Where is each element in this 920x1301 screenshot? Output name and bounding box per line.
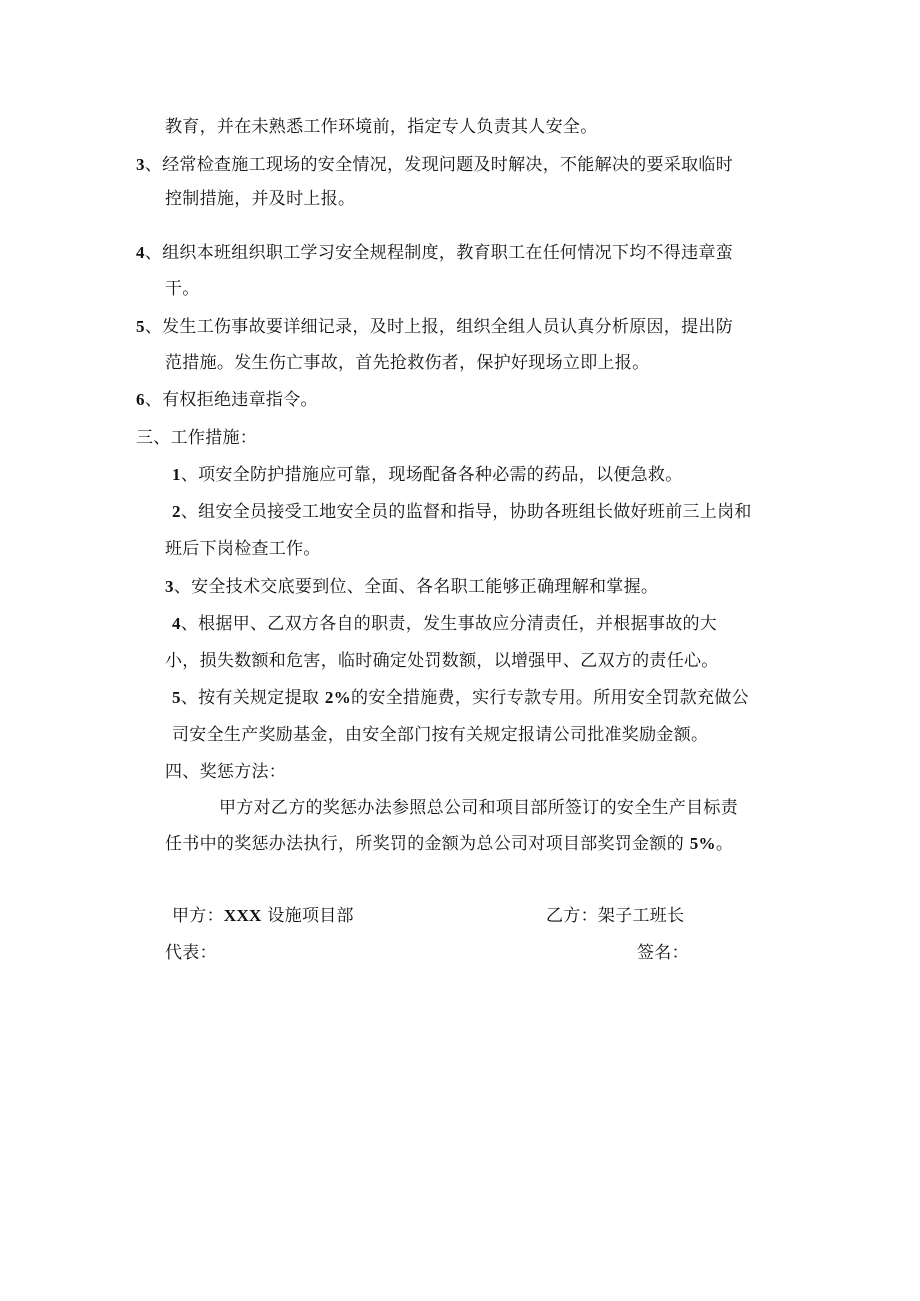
list-item [136,154,733,176]
item-text: 、安全技术交底要到位、全面、各名职工能够正确理解和掌握。 [173,577,659,597]
text-line [165,188,355,210]
item-text: 、经常检查施工现场的安全情况，发现问题及时解决，不能解决的要采取临时 [144,155,734,175]
text-line [165,650,719,672]
item-text: 、根据甲、乙双方各自的职责，发生事故应分清责任，并根据事故的大 [180,614,718,634]
item-number: 5 [172,688,181,707]
item-number: 4 [136,243,145,262]
party-b [546,905,684,927]
item-number: 3 [165,577,174,596]
list-item [172,501,752,523]
section-heading [165,761,286,783]
item-text: 、发生工伤事故要详细记录，及时上报，组织全组人员认真分析原因，提出防 [144,317,734,337]
list-item [136,242,733,264]
heading-text: 四、奖惩方法： [165,762,287,782]
text-line [172,724,708,746]
party-a [172,905,354,927]
text-line [165,116,598,138]
item-text-cont: 干。 [165,279,200,299]
item-number: 1 [172,465,181,484]
party-a-name: 设施项目部 [261,906,354,926]
paragraph-text: 甲方对乙方的奖惩办法参照总公司和项目部所签订的安全生产目标责 [219,798,738,818]
text-line [165,833,733,855]
party-a-label: 甲方： [172,906,224,926]
item-number: 2 [172,502,181,521]
item-text-cont: 范措施。发生伤亡事故，首先抢救伤者，保护好现场立即上报。 [165,353,650,373]
list-item [136,316,733,338]
item-text: 、项安全防护措施应可靠，现场配备各种必需的药品，以便急救。 [180,465,683,485]
list-item [136,389,318,411]
list-item [172,687,749,709]
item-number: 3 [136,155,145,174]
sign-text: 签名： [637,943,689,963]
paragraph-text: 任书中的奖惩办法执行，所奖罚的金额为总公司对项目部奖罚金额的 [165,834,690,854]
text-line [165,352,649,374]
text-line [219,797,738,819]
percent-value: 2% [324,688,352,707]
item-text-cont: 小，损失数额和危害，临时确定处罚数额，以增强甲、乙双方的责任心。 [165,651,719,671]
heading-text: 三、工作措施： [136,428,258,448]
percent-value: 5% [689,834,716,853]
representative-label [165,942,217,964]
paragraph-text: 教育，并在未熟悉工作环境前，指定专人负责其人安全。 [165,117,598,137]
party-a-name-bold: XXX [223,906,262,925]
list-item [165,576,658,598]
item-text: 、组安全员接受工地安全员的监督和指导，协助各班组长做好班前三上岗和 [180,502,752,522]
item-text: 的安全措施费，实行专款专用。所用安全罚款充做公 [351,688,749,708]
item-text-cont: 控制措施，并及时上报。 [165,189,356,209]
paragraph-text: 。 [715,834,734,854]
rep-text: 代表： [165,943,217,963]
item-text: 、有权拒绝违章指令。 [144,390,318,410]
item-number: 6 [136,390,145,409]
list-item [172,613,717,635]
list-item [172,464,683,486]
text-line [165,538,321,560]
section-heading [136,427,257,449]
signature-label [637,942,689,964]
item-text: 、组织本班组织职工学习安全规程制度，教育职工在任何情况下均不得违章蛮 [144,243,734,263]
item-number: 4 [172,614,181,633]
text-line [165,278,200,300]
item-text: 、按有关规定提取 [180,688,325,708]
item-number: 5 [136,317,145,336]
party-b-text: 乙方：架子工班长 [546,906,685,926]
item-text-cont: 班后下岗检查工作。 [165,539,321,559]
item-text-cont: 司安全生产奖励基金，由安全部门按有关规定报请公司批准奖励金额。 [172,725,709,745]
